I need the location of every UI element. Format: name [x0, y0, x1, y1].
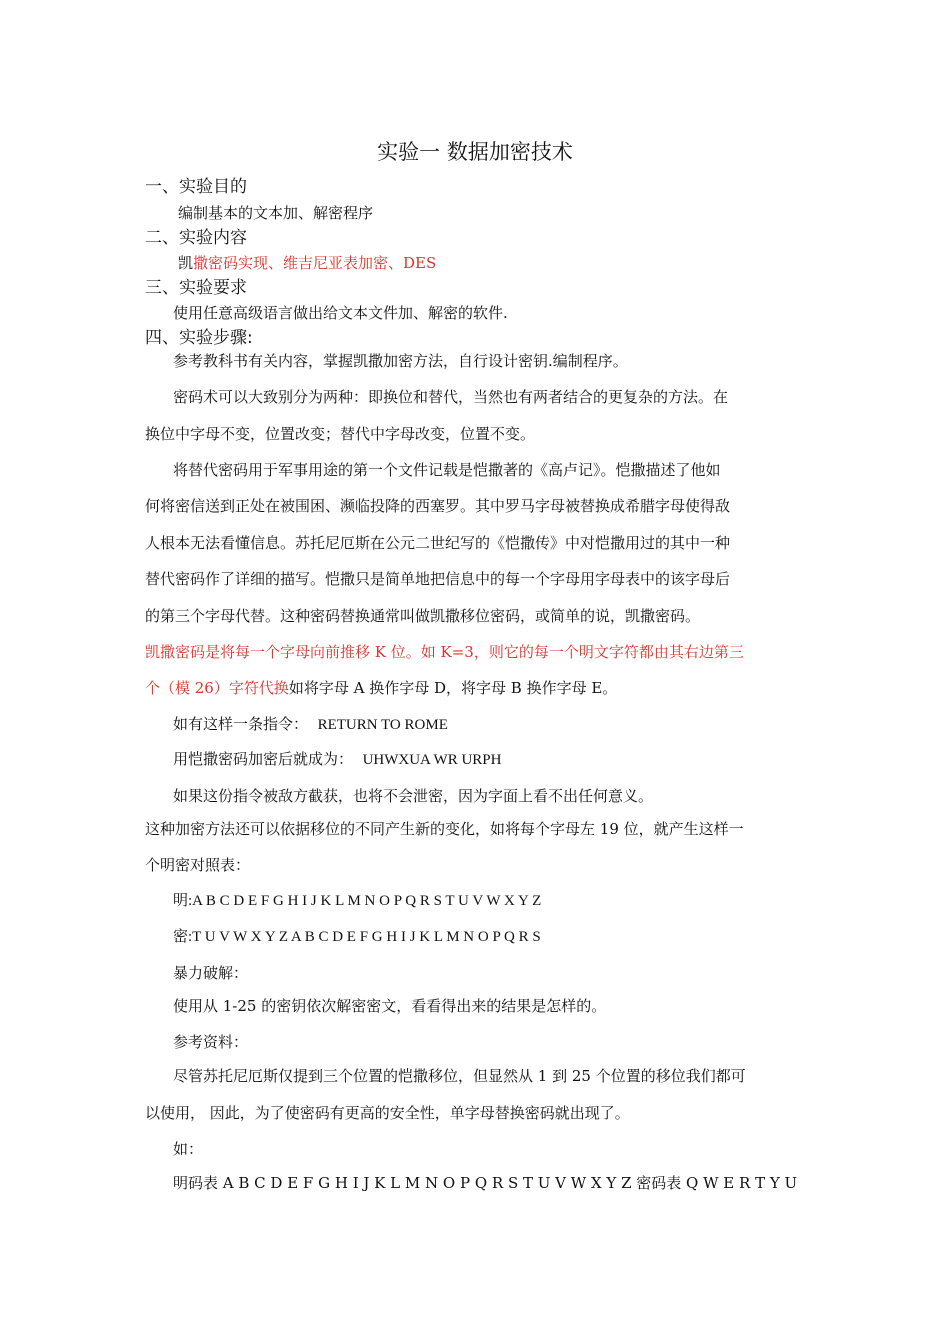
- paragraph-line: 将替代密码用于军事用途的第一个文件记载是恺撒著的《高卢记》。恺撒描述了他如: [173, 461, 721, 479]
- paragraph-line: 的第三个字母代替。这种密码替换通常叫做凯撒移位密码，或简单的说，凯撒密码。: [145, 607, 701, 625]
- cipher-alphabet-row: 密:T U V W X Y Z A B C D E F G H I J K L M N O P Q R S: [173, 929, 541, 945]
- encrypted-label: 用恺撒密码加密后就成为：: [173, 750, 354, 768]
- content-prefix: 凯: [178, 254, 194, 272]
- highlight-line: 凯撒密码是将每一个字母向前推移 K 位。如 K=3，则它的每一个明文字符都由其右边第三: [145, 643, 744, 661]
- brute-force-text: 使用从 1-25 的密钥依次解密密文，看看得出来的结果是怎样的。: [173, 997, 607, 1015]
- section-body-steps: 参考教科书有关内容，掌握凯撒加密方法，自行设计密钥.编制程序。: [173, 352, 628, 370]
- paragraph-line: 换位中字母不变，位置改变；替代中字母改变，位置不变。: [145, 425, 536, 443]
- section-body-requirements: 使用任意高级语言做出给文本文件加、解密的软件.: [173, 304, 508, 322]
- plain-alphabet-row: 明:A B C D E F G H I J K L M N O P Q R S T U V W X Y Z: [173, 893, 542, 909]
- highlight-fragment: 个（模 26）字符代换: [145, 679, 289, 697]
- section-heading-purpose: 一、实验目的: [145, 177, 247, 197]
- section-heading-requirements: 三、实验要求: [145, 278, 247, 298]
- encrypted-value: UHWXUA WR URPH: [362, 752, 502, 768]
- command-value: RETURN TO ROME: [317, 717, 448, 733]
- paragraph-line: 密码术可以大致别分为两种：即换位和替代，当然也有两者结合的更复杂的方法。在: [173, 388, 729, 406]
- brute-force-label: 暴力破解：: [173, 964, 249, 982]
- paragraph-line: 尽管苏托尼厄斯仅提到三个位置的恺撒移位，但显然从 1 到 25 个位置的移位我们都可: [173, 1067, 746, 1085]
- reference-label: 参考资料：: [173, 1033, 249, 1051]
- paragraph-line: 人根本无法看懂信息。苏托尼厄斯在公元二世纪写的《恺撒传》中对恺撒用过的其中一种: [145, 534, 731, 552]
- paragraph-line: [145, 677, 617, 699]
- example-label: 如：: [173, 1140, 204, 1158]
- command-line: [173, 713, 448, 736]
- paragraph-line: 如果这份指令被敌方截获，也将不会泄密，因为字面上看不出任何意义。: [173, 787, 654, 805]
- substitution-table-line: 明码表 A B C D E F G H I J K L M N O P Q R S T U V W X Y Z 密码表 Q W E R T Y U: [173, 1174, 798, 1192]
- example-fragment: 如将字母 A 换作字母 D，将字母 B 换作字母 E。: [288, 679, 618, 697]
- section-heading-content: 二、实验内容: [145, 228, 247, 248]
- paragraph-line: 替代密码作了详细的描写。恺撒只是简单地把信息中的每一个字母用字母表中的该字母后: [145, 570, 731, 588]
- section-body-content: [178, 252, 436, 274]
- content-highlight: 撒密码实现、维吉尼亚表加密、DES: [193, 254, 437, 272]
- document-title: 实验一 数据加密技术: [377, 140, 573, 164]
- paragraph-line: 以使用， 因此，为了使密码有更高的安全性，单字母替换密码就出现了。: [145, 1104, 630, 1122]
- paragraph-line: 这种加密方法还可以依据移位的不同产生新的变化，如将每个字母左 19 位，就产生这样一: [145, 820, 744, 838]
- command-label: 如有这样一条指令：: [173, 715, 309, 733]
- paragraph-line: 个明密对照表：: [145, 856, 251, 874]
- section-heading-steps: 四、实验步骤:: [145, 328, 253, 348]
- section-body-purpose: 编制基本的文本加、解密程序: [178, 204, 374, 222]
- encrypted-line: [173, 748, 501, 771]
- paragraph-line: 何将密信送到正处在被围困、濒临投降的西塞罗。其中罗马字母被替换成希腊字母使得敌: [145, 497, 731, 515]
